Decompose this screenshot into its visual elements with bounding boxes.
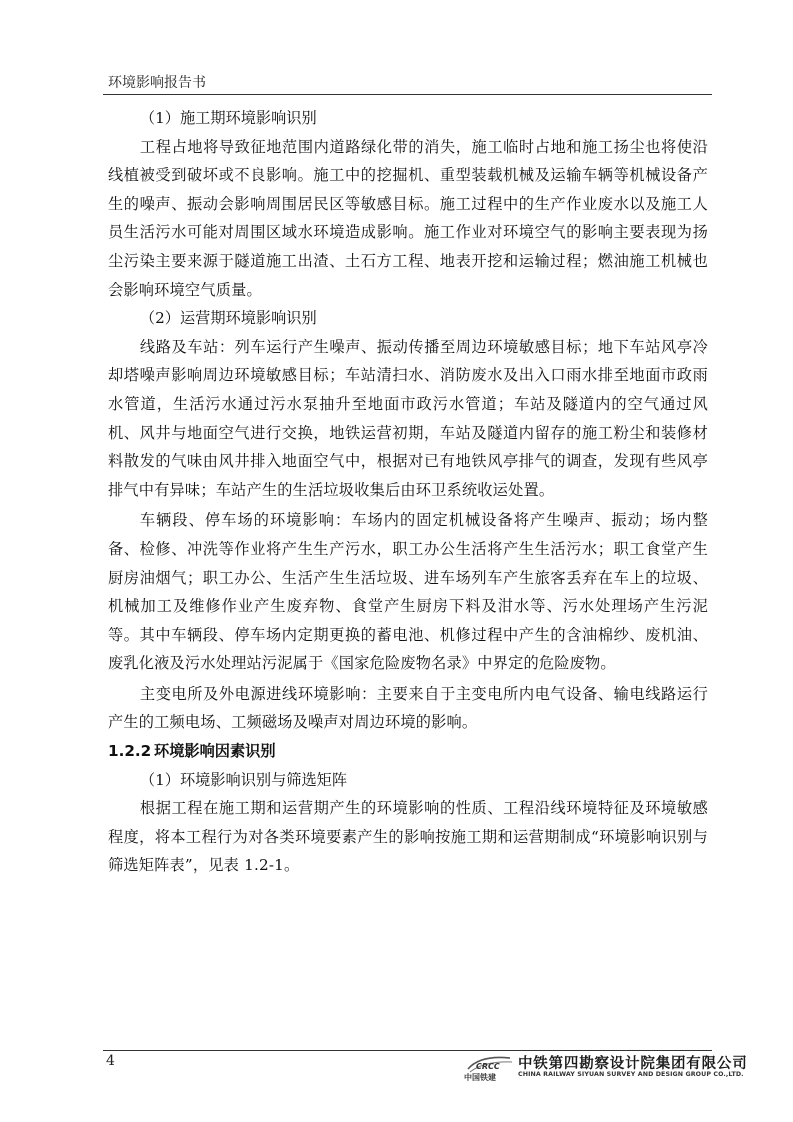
company-name-cn: 中铁第四勘察设计院集团有限公司 — [518, 1056, 748, 1072]
header-title: 环境影响报告书 — [108, 75, 206, 91]
footer-rule — [103, 1050, 712, 1051]
header-rule — [103, 94, 712, 95]
operation-subheading: （2）运营期环境影响识别 — [139, 309, 317, 328]
operation-depot-paragraph: 车辆段、停车场的环境影响：车场内的固定机械设备将产生噪声、振动；场内整备、检修、冲洗等作业将产生生产污水，职工办公生活将产生生活污水；职工食堂产生厨房油烟气；职工办公、生活产生生活垃圾、进车场列车产生旅客丢弃在车上的垃圾、机械加工及维修作业产生废弃物、食堂产生厨房下料及泔水等、污水处理场产生污泥等。其中车辆段、停车场内定期更换的蓄电池、机修过程中产生的含油棉纱、废机油、废乳化液及污水处理站污泥属于《国家危险废物名录》中界定的危险废物。 — [108, 511, 708, 673]
construction-subheading: （1）施工期环境影响识别 — [139, 109, 317, 127]
operation-line-paragraph: 线路及车站：列车运行产生噪声、振动传播至周边环境敏感目标；地下车站风亭冷却塔噪声影响周边环境敏感目标；车站清扫水、消防废水及出入口雨水排至地面市政雨水管道，生活污水通过污水泵抽升至地面市政污水管道；车站及隧道内的空气通过风机、风井与地面空气进行交换，地铁运营初期，车站及隧道内留存的施工粉尘和装修材料散发的气味由风井排入地面空气中，根据对已有地铁风亭排气的调查，发现有些风亭排气中有异味；车站产生的生活垃圾收集后由环卫系统收运处置。 — [108, 337, 708, 499]
section-title: 环境影响因素识别 — [154, 742, 276, 761]
logo-text: CRCC — [476, 1062, 500, 1071]
matrix-subheading: （1）环境影响识别与筛选矩阵 — [139, 770, 348, 789]
operation-substation-paragraph: 主变电所及外电源进线环境影响：主要来自于主变电所内电气设备、输电线路运行产生的工频电场、工频磁场及噪声对周边环境的影响。 — [108, 684, 708, 732]
logo-subtext: 中国铁建 — [464, 1073, 496, 1082]
construction-paragraph: 工程占地将导致征地范围内道路绿化带的消失，施工临时占地和施工扬尘也将使沿线植被受到破坏或不良影响。施工中的挖掘机、重型装载机械及运输车辆等机械设备产生的噪声、振动会影响周围居民区等敏感目标。施工过程中的生产作业废水以及施工人员生活污水可能对周围区域水环境造成影响。施工作业对环境空气的影响主要表现为扬尘污染主要来源于隧道施工出渣、土石方工程、地表开挖和运输过程；燃油施工机械也会影响环境空气质量。 — [108, 137, 708, 299]
matrix-paragraph: 根据工程在施工期和运营期产生的环境影响的性质、工程沿线环境特征及环境敏感程度，将本工程行为对各类环境要素产生的影响按施工期和运营期制成“环境影响识别与筛选矩阵表”，见表 1.2-1。 — [108, 799, 708, 875]
company-name-en: CHINA RAILWAY SIYUAN SURVEY AND DESIGN GROUP CO.,LTD. — [518, 1071, 744, 1078]
page-content — [108, 104, 708, 880]
section-heading — [108, 737, 708, 766]
section-number: 1.2.2 — [108, 742, 152, 761]
page-number: 4 — [106, 1053, 115, 1069]
